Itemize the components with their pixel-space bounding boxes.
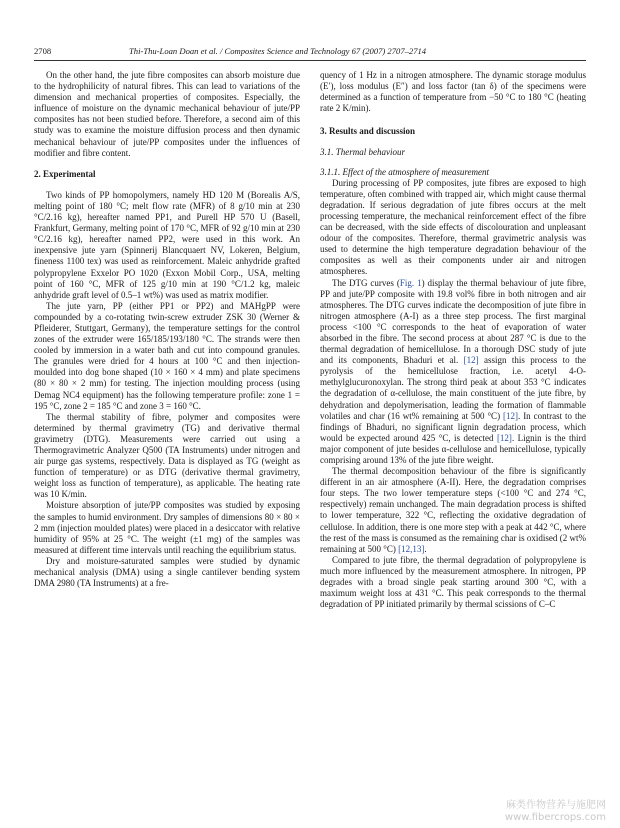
subsection-heading-thermal: 3.1. Thermal behaviour	[320, 147, 405, 158]
paragraph: During processing of PP composites, jute fibres are exposed to high temperature, often combined with trapped air, which might cause thermal degradation. If serious degradation of jute fibres occurs at the melt processing temperature, the mechanical reinforcement effect of the fibre can be decreased, with the side effects of discolouration and unpleasant odour of the composites. Therefore, thermal gravimetric analysis was used to determine the high temperature degradation behaviour of the composites as well as their components under air and nitrogen atmospheres.	[320, 177, 586, 277]
running-title: Thi-Thu-Loan Doan et al. / Composites Science and Technology 67 (2007) 2707–2714	[129, 46, 427, 56]
header-rule	[34, 60, 586, 61]
figure-link[interactable]: Fig. 1	[399, 277, 422, 288]
text-run: The thermal decomposition behaviour of the fibre is significantly different in an air atmosphere (A-II). Here, the degradation comprises four steps. The two lower temperature steps (<100 °C and 274 °C, respectively) remain unchanged. The main degradation process is shifted to lower temperature, 322 °C, reflecting the oxidative degradation of cellulose. In addition, there is one more step with a peak at 442 °C, where the rest of the mass is consumed as the remaining char is oxidised (2 wt% remaining at 500 °C)	[320, 466, 586, 554]
citation-link[interactable]: [12,13]	[398, 543, 425, 554]
text-run: . In contrast to the findings of Bhaduri, no significant lignin degradation process, which would be expected around 425 °C, is detected	[320, 410, 586, 443]
watermark-line-1: 麻类作物营养与施肥网	[506, 800, 606, 811]
paragraph: Two kinds of PP homopolymers, namely HD 120 M (Borealis A/S, melting point of 180 °C; melt flow rate (MFR) of 8 g/10 min at 230 °C/2.16 kg), hereafter named PP1, and Purell HP 570 U (Basell, Frankfurt, Germany, melting point of 170 °C, MFR of 92 g/10 min at 230 °C/2.16 kg), hereafter named PP2, were used in this work. An inexpensive jute yarn (Spinnerij Blancquaert NV, Lokeren, Belgium, fineness 1100 tex) was used as reinforcement. Maleic anhydride grafted polypropylene Exxelor PO 1020 (Exxon Mobil Corp., USA, melting point of 160 °C, MFR of 125 g/10 min at 190 °C/1.2 kg, maleic anhydride graft level of 0.5–1 wt%) was used as matrix modifier.	[34, 189, 300, 300]
subsubsection-heading-atmosphere: 3.1.1. Effect of the atmosphere of measurement	[320, 166, 490, 177]
paragraph: Compared to jute fibre, the thermal degradation of polypropylene is much more influenced by the measurement atmosphere. In nitrogen, PP degrades with a broad single peak starting around 300 °C, with a maximum weight loss at 431 °C. This peak corresponds to the thermal degradation of PP initiated primarily by thermal scissions of C–C	[320, 554, 586, 610]
watermark	[505, 800, 606, 824]
watermark-line-2: www.fibercrops.com	[504, 812, 606, 823]
paragraph: On the other hand, the jute fibre composites can absorb moisture due to the hydrophilicity of natural fibres. This can lead to variations of the dimension and mechanical properties of composites. Especially, the influence of moisture on the dynamic mechanical behaviour of jute/PP composites has not been studied before. Therefore, a second aim of this study was to examine the moisture diffusion process and then dynamic mechanical behaviour of jute/PP composites under the influences of modifier and fibre content.	[34, 70, 300, 158]
section-heading-experimental: 2. Experimental	[34, 168, 96, 179]
citation-link[interactable]: [12]	[463, 355, 479, 366]
paragraph: Moisture absorption of jute/PP composites was studied by exposing the samples to humid environment. Dry samples of dimensions 80 × 80 × 2 mm (injection moulded plates) were placed in a desiccator with relative humidity of 95% at 25 °C. The weight (±1 mg) of the samples was measured at different time intervals until reaching the equilibrium status.	[34, 500, 300, 555]
left-column	[34, 70, 300, 589]
text-run: . Lignin is the third major component of jute besides α-cellulose and hemicellulose, typically comprising around 13% of the jute fibre weight.	[320, 432, 586, 465]
page-header	[34, 44, 586, 58]
paragraph: Dry and moisture-saturated samples were studied by dynamic mechanical analysis (DMA) using a single cantilever bending system DMA 2980 (TA Instruments) at a fre-	[34, 555, 300, 589]
citation-link[interactable]: [12]	[503, 410, 518, 421]
page-number: 2708	[34, 46, 52, 56]
paragraph: The thermal stability of fibre, polymer and composites were determined by thermal gravimetry (TG) and derivative thermal gravimetry (DTG). Measurements were carried out using a Thermogravimetric Analyzer Q500 (TA Instruments) under nitrogen and air purge gas systems, respectively. Data is displayed as TG (weight as function of temperature) or as DTG (derivative thermal gravimetry, weight loss as function of temperature), as applicable. The heating rate was 10 K/min.	[34, 411, 300, 500]
paragraph: quency of 1 Hz in a nitrogen atmosphere. The dynamic storage modulus (E′), loss modulus (E″) and loss factor (tan δ) of the specimens were determined as a function of temperature from −50 °C to 180 °C (heating rate 2 K/min).	[320, 70, 586, 114]
citation-link[interactable]: [12]	[496, 432, 512, 443]
paragraph: The jute yarn, PP (either PP1 or PP2) and MAHgPP were compounded by a co-rotating twin-screw extruder ZSK 30 (Werner & Pfleiderer, Stuttgart, Germany), the temperature settings for the control zones of the extruder were 165/185/193/180 °C. The strands were then cooled by immersion in a water bath and cut into compound granules. The granules were dried for 4 hours at 100 °C and then injection-moulded into dog bone shaped (10 × 160 × 4 mm) and plate specimens (80 × 80 × 2 mm) for testing. The injection moulding process (using Demag NC4 equipment) has the following temperature profile: zone 1 = 195 °C, zone 2 = 185 °C and zone 3 = 160 °C.	[34, 300, 300, 411]
section-heading-results: 3. Results and discussion	[320, 126, 416, 137]
text-run: assign this process to the pyrolysis of the hemicellulose fraction, i.e. acetyl 4-O-methylglucuronoxylan. The strong third peak at about 353 °C indicates the degradation of α-cellulose, the main constituent of the jute fibre, by dehydration and depolymerisation, leading the formation of flammable volatiles and char (16 wt% remaining at 500 °C)	[320, 355, 586, 421]
text-run: .	[424, 543, 427, 554]
paragraph	[320, 278, 586, 467]
right-column	[320, 70, 586, 610]
paragraph	[320, 466, 586, 555]
text-run: ) display the thermal behaviour of jute fibre, PP and jute/PP composite with 19.8 vol% fibre in both nitrogen and air atmospheres. The DTG curves indicate the decomposition of jute fibre in nitrogen atmosphere (A-I) as a three step process. The first marginal process <100 °C corresponds to the heat of evaporation of water absorbed in the fibre. The second process at about 287 °C is due to the thermal degradation of hemicellulose. In a thorough DSC study of jute and its components, Bhaduri et al.	[320, 277, 586, 366]
text-run: The DTG curves (	[332, 277, 400, 288]
